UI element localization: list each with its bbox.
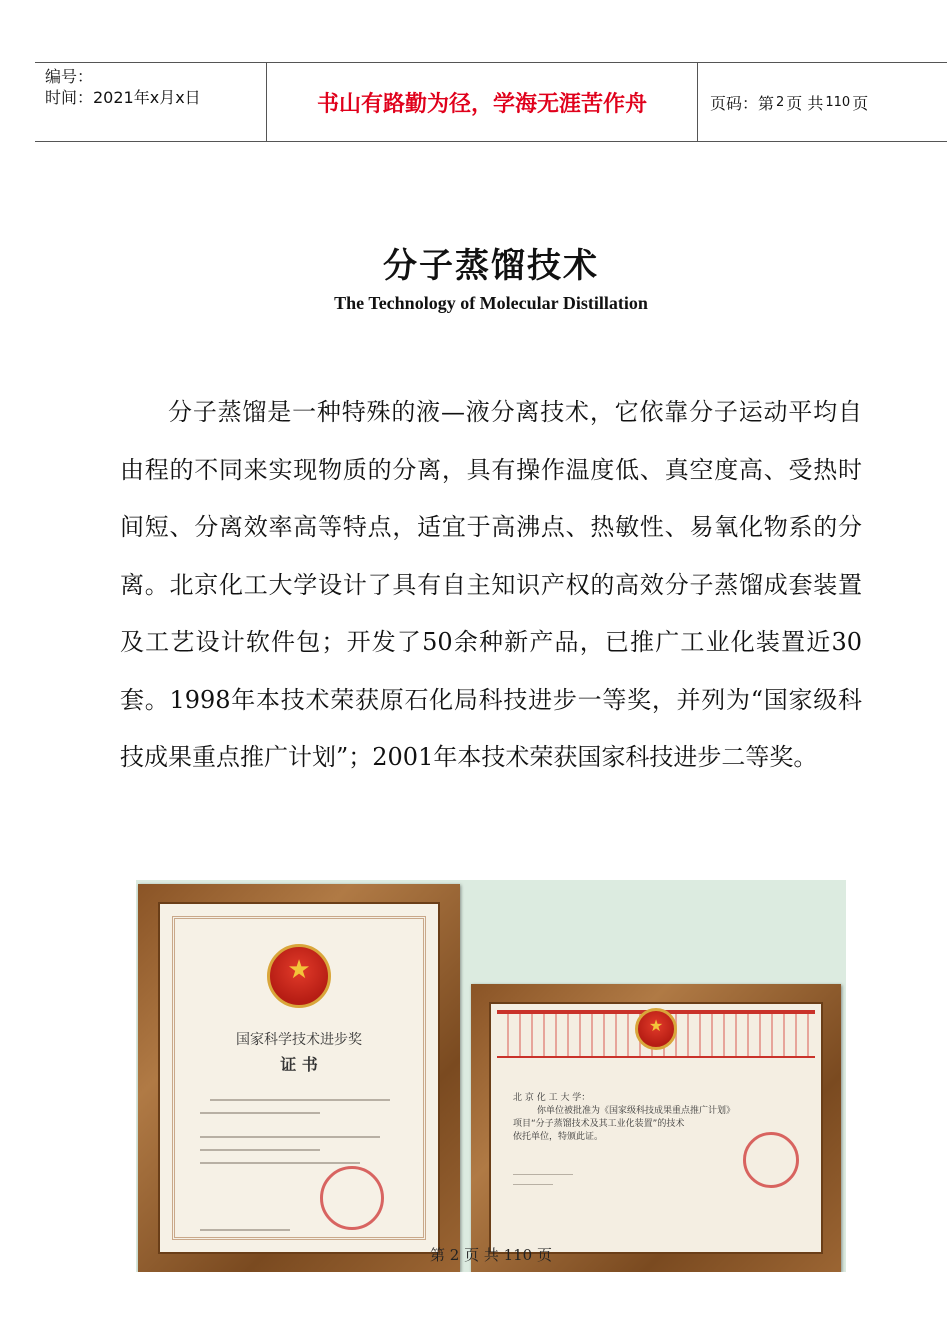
certificate-frame-left (138, 884, 460, 1272)
cert-text-line (200, 1229, 290, 1231)
page-header (35, 62, 947, 142)
photo-page-caption: 第 2 页 共 110 页 (429, 1246, 552, 1264)
header-slogan: 书山有路勤为径，学海无涯苦作舟 (267, 63, 698, 141)
header-meta (35, 63, 267, 141)
national-emblem-icon (267, 944, 331, 1008)
certificate-frame-right (471, 984, 841, 1272)
certificates-photo (136, 880, 846, 1272)
cert-left-title: 国家科学技术进步奖 (236, 1032, 362, 1048)
national-emblem-icon (635, 1008, 677, 1050)
red-seal-icon (320, 1166, 384, 1230)
cert-left-subtitle: 证 书 (280, 1055, 318, 1074)
cert-right-line3: 依托单位，特颁此证。 (513, 1132, 604, 1142)
cert-right-line1: 你单位被批准为《国家级科技成果重点推广计划》 (537, 1106, 736, 1116)
document-number-label: 编号： (45, 67, 94, 86)
page-current: 2 (776, 94, 785, 110)
document-time: 时间：2021年x月x日 (45, 88, 201, 107)
cert-text-line (200, 1136, 380, 1138)
cert-text-line (200, 1162, 360, 1164)
document-subtitle: The Technology of Molecular Distillation (334, 293, 648, 313)
page-prefix: 页码：第 (710, 93, 775, 113)
cert-text-line (200, 1112, 320, 1114)
certificate-right (489, 1002, 823, 1254)
page-middle: 页 共 (786, 93, 824, 113)
cert-text-line (200, 1149, 320, 1151)
cert-text-line (513, 1184, 553, 1185)
cert-text-line (210, 1099, 390, 1101)
page-suffix: 页 (852, 93, 869, 113)
page-total: 110 (825, 94, 851, 110)
cert-text-line (513, 1174, 573, 1175)
red-seal-icon (743, 1132, 799, 1188)
cert-right-line2: 项目“分子蒸馏技术及其工业化装置”的技术 (513, 1119, 685, 1129)
cert-right-text (513, 1092, 735, 1144)
cert-right-org: 北 京 化 工 大 学： (513, 1093, 591, 1103)
header-page-number (698, 63, 947, 141)
body-paragraph: 分子蒸馏是一种特殊的液—液分离技术，它依靠分子运动平均自由程的不同来实现物质的分离，具有操作温度低、真空度高、受热时间短、分离效率高等特点，适宜于高沸点、热敏性、易氧化物系的分离。北京化工大学设计了具有自主知识产权的高效分子蒸馏成套装置及工艺设计软件包；开发了50余种新产品，已推广工业化装置近30套。1998年本技术荣获原石化局科技进步一等奖，并列为“国家级科技成果重点推广计划”；2001年本技术荣获国家科技进步二等奖。 (120, 398, 862, 771)
document-title: 分子蒸馏技术 (383, 246, 599, 286)
certificate-left (158, 902, 440, 1254)
